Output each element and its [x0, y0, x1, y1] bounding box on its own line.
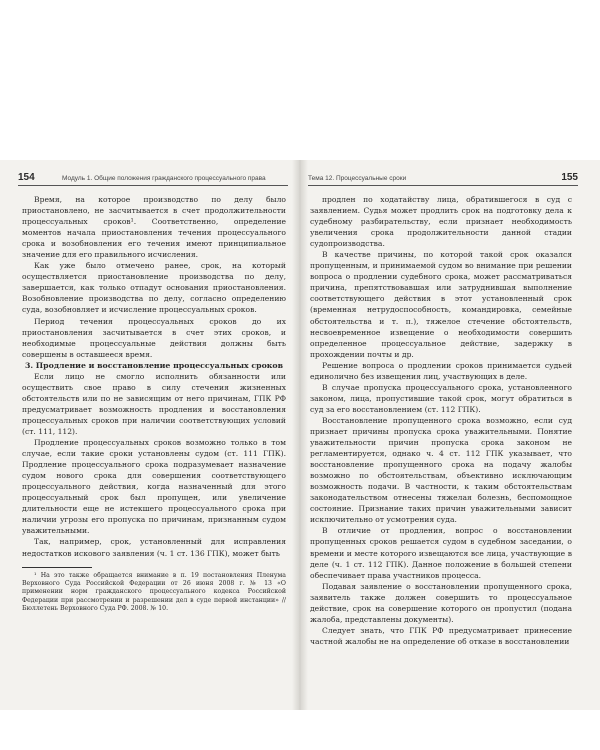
paragraph: продлен по ходатайству лица, обратившегося в суд с заявлением. Судья может продлить срок на подготовку дела к судебному разбирательству, если признает необходимость увеличения срока продолжительности данной стадии судопроизводства. — [310, 195, 572, 249]
left-page — [0, 160, 298, 710]
paragraph: Время, на которое производство по делу было приостановлено, не засчитывается в счет продолжительности процессуальных сроков¹. Соответственно, определение моментов начала приостановления течения процессуального срока и возобновления его течения имеют принципиальное значение для его правильного исчисления. — [22, 195, 286, 260]
paragraph: В случае пропуска процессуального срока, установленного законом, лица, пропустившие такой срок, могут обратиться в суд за его восстановлением (ст. 112 ГПК). — [310, 382, 572, 414]
right-page-header — [308, 172, 578, 188]
paragraph: Период течения процессуальных сроков до их приостановления засчитывается в счет этих сроков, и необходимые процессуальные действия должны быть совершены в оставшееся время. — [22, 316, 286, 359]
book-spread — [0, 160, 600, 710]
right-page — [302, 160, 600, 710]
paragraph: Восстановление пропущенного срока возможно, если суд признает причины пропуска срока уважительными. Понятие уважительности причин пропуска срока законом не регламентируется, однако ч. 4 ст. 112 ГПК указывает, что восстановление пропущенного срока на подачу жалобы возможно по обстоятельствам, объективно исключающим возможность подачи. В частности, к таким обстоятельствам законодательством отнесены тяжелая болезнь, беспомощное состояние. Признание таких причин уважительными зависит исключительно от усмотрения суда. — [310, 415, 572, 525]
paragraph: Следует знать, что ГПК РФ предусматривает принесение частной жалобы не на определение об отказе в восстановлении — [310, 625, 572, 646]
page-number: 155 — [561, 172, 578, 183]
footnote: ¹ На это также обращается внимание в п. 19 постановления Пленума Верховного Суда Российской Федерации от 26 июня 2008 г. № 13 «О применении норм гражданского процессуального кодекса Российской Федерации при рассмотрении и разрешении дел в суде первой инстанции» // Бюллетень Верховного Суда РФ. 2008. № 10. — [22, 571, 286, 613]
paragraph: Подавая заявление о восстановлении пропущенного срока, заявитель также должен совершить то процессуальное действие, срок на совершение которого он пропустил (подана жалоба, представлены документы). — [310, 581, 572, 624]
header-rule — [18, 185, 288, 186]
paragraph: В качестве причины, по которой такой срок оказался пропущенным, и принимаемой судом во внимание при решении вопроса о продлении судебного срока, может рассматриваться причина, препятствовавшая или затруднившая выполнение соответствующего действия в этот установленный срок (временная нетрудоспособность, командировка, семейные обстоятельства и т. п.), тяжелое стечение обстоятельств, несвоевременное извещение о необходимости совершить определенное процессуальное действие, задержку в прохождении почты и др. — [310, 250, 572, 359]
paragraph: В отличие от продления, вопрос о восстановлении пропущенных сроков решается судом в судебном заседании, о времени и месте которого извещаются все лица, участвующие в деле (ч. 1 ст. 112 ГПК). Данное положение в большей степени обеспечивает права участников процесса. — [310, 526, 572, 580]
paragraph: Продление процессуальных сроков возможно только в том случае, если такие сроки установлены судом (ст. 111 ГПК). Продление процессуального срока подразумевает назначение судом нового срока для совершения соответствующего процессуального действия, когда назначенный для этого процессуальный срок был пропущен, или увеличение длительности еще не истекшего процессуального срока при наличии угрозы его пропуска по причинам, признанным судом уважительными. — [22, 438, 286, 536]
right-page-body — [310, 194, 572, 647]
running-head: Модуль 1. Общие положения гражданского процессуального права — [62, 175, 266, 182]
paragraph: Так, например, срок, установленный для исправления недостатков искового заявления (ч. 1 ст. 136 ГПК), может быть — [22, 537, 286, 558]
paragraph: Решение вопроса о продлении сроков принимается судьей единолично без извещения лиц, участвующих в деле. — [310, 360, 572, 381]
running-head: Тема 12. Процессуальные сроки — [308, 175, 407, 182]
paragraph: Если лицо не смогло исполнить обязанности или осуществить свое право в силу стечения жизненных обстоятельств или по не зависящим от него причинам, ГПК РФ предусматривает возможность продления и восстановления процессуальных сроков при наличии соответствующих условий (ст. 111, 112). — [22, 371, 286, 436]
section-title: 3. Продление и восстановление процессуальных сроков — [24, 360, 284, 370]
left-page-body — [22, 194, 286, 614]
header-rule — [308, 185, 578, 186]
paragraph: Как уже было отмечено ранее, срок, на который осуществляется приостановление производства по делу, завершается, как только отпадут основания приостановления. Возобновление производства по делу, согласно определению суда, возобновляет и исчисление процессуальных сроков. — [22, 261, 286, 315]
footnote-rule — [22, 567, 92, 568]
left-page-header — [18, 172, 288, 188]
page-number: 154 — [18, 172, 35, 183]
